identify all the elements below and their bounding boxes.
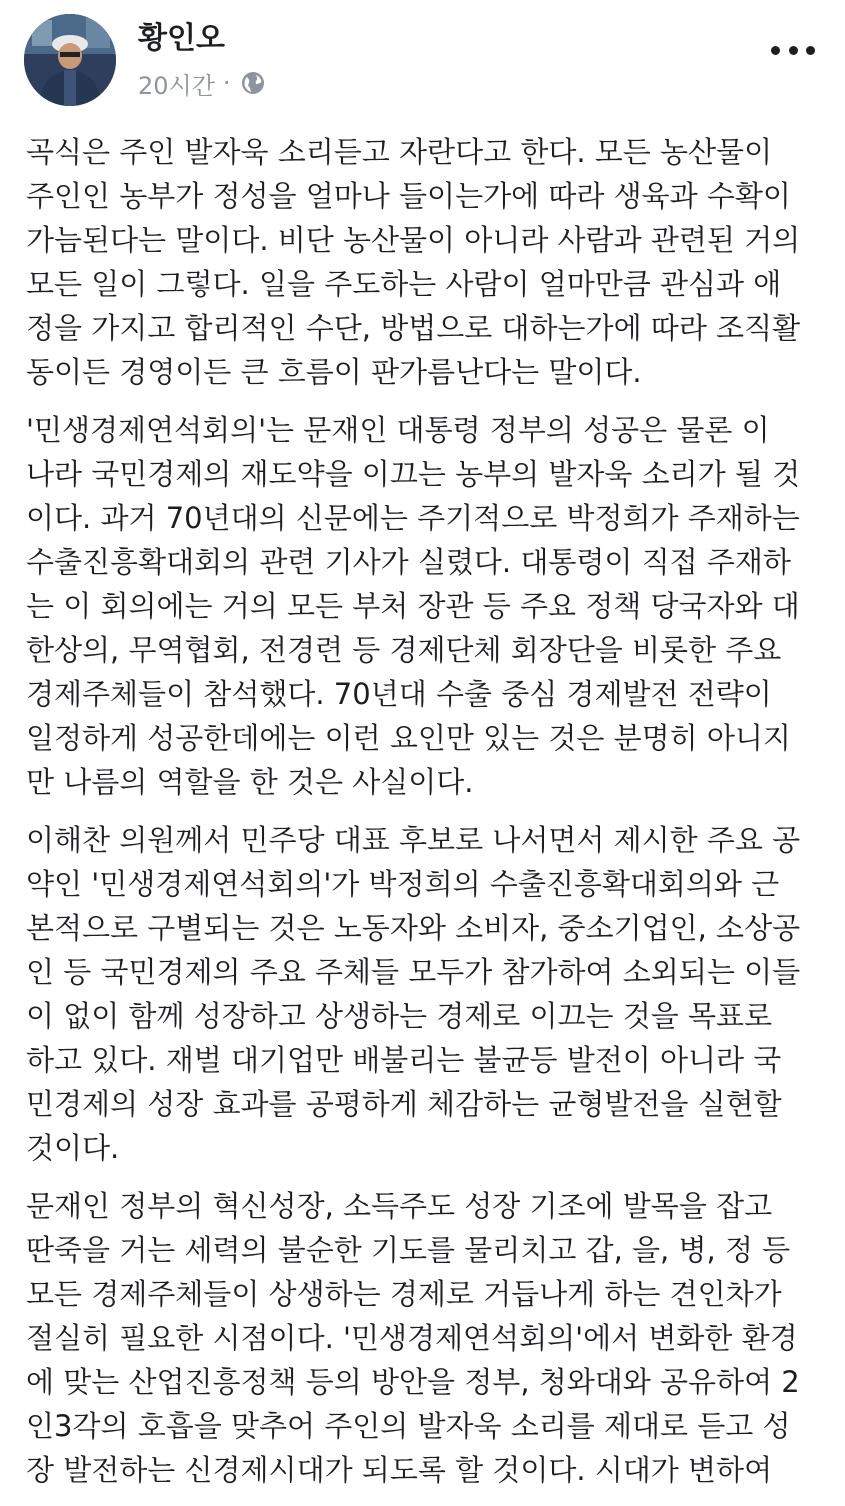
post-paragraph-1 [26, 130, 826, 394]
text-line: 모든 일이 그렇다. 일을 주도하는 사람이 얼마만큼 관심과 애 [26, 267, 782, 301]
text-line: 인 등 국민경제의 주요 주체들 모두가 참가하여 소외되는 이들 [26, 955, 801, 989]
more-options-icon-dot-3 [806, 46, 815, 55]
post-paragraph-3 [26, 818, 826, 1170]
text-line: 것이다. [26, 1131, 120, 1165]
meta-separator: · [222, 69, 231, 97]
text-line: 절실히 필요한 시점이다. '민생경제연석회의'에서 변화한 환경 [26, 1321, 798, 1355]
text-line: 이다. 과거 70년대의 신문에는 주기적으로 박정희가 주재하는 [26, 501, 800, 535]
text-line: 는 이 회의에는 거의 모든 부처 장관 등 주요 정책 당국자와 대 [26, 589, 800, 623]
text-line: 일정하게 성공한데에는 이런 요인만 있는 것은 분명히 아니지 [26, 721, 791, 755]
text-line: 정을 가지고 합리적인 수단, 방법으로 대하는가에 따라 조직활 [26, 311, 801, 345]
text-line: 가늠된다는 말이다. 비단 농산물이 아니라 사람과 관련된 거의 [26, 223, 801, 257]
text-line: 약인 '민생경제연석회의'가 박정희의 수출진흥확대회의와 근 [26, 867, 780, 901]
text-line: 주인인 농부가 정성을 얼마나 들이는가에 따라 생육과 수확이 [26, 179, 791, 213]
text-line: '민생경제연석회의'는 문재인 대통령 정부의 성공은 물론 이 [26, 413, 770, 447]
text-line: 나라 국민경제의 재도약을 이끄는 농부의 발자욱 소리가 될 것 [26, 457, 801, 491]
post-timestamp[interactable]: 20시간 [138, 71, 215, 100]
text-line: 하고 있다. 재벌 대기업만 배불리는 불균등 발전이 아니라 국 [26, 1043, 782, 1077]
post-body [26, 130, 826, 1506]
avatar-image [24, 14, 116, 106]
text-line: 동이든 경영이든 큰 흐름이 판가름난다는 말이다. [26, 355, 642, 389]
globe-icon [241, 71, 265, 95]
more-options-icon-dot-1 [771, 46, 780, 55]
text-line: 이해찬 의원께서 민주당 대표 후보로 나서면서 제시한 주요 공 [26, 823, 801, 857]
post-meta [138, 66, 265, 100]
text-line: 모든 경제주체들이 상생하는 경제로 거듭나게 하는 견인차가 [26, 1277, 782, 1311]
more-options-icon-dot-2 [789, 46, 798, 55]
post-paragraph-2 [26, 408, 826, 804]
text-line: 장 발전하는 신경제시대가 되도록 할 것이다. 시대가 변하여 [26, 1453, 773, 1487]
text-line: 본적으로 구별되는 것은 노동자와 소비자, 중소기업인, 소상공 [26, 911, 801, 945]
text-line: 이 없이 함께 성장하고 상생하는 경제로 이끄는 것을 목표로 [26, 999, 773, 1033]
post-header [0, 0, 845, 118]
text-line: 에 맞는 산업진흥정책 등의 방안을 정부, 청와대와 공유하여 2 [26, 1365, 800, 1399]
author-name[interactable]: 황인오 [138, 21, 225, 56]
text-line: 민경제의 성장 효과를 공평하게 체감하는 균형발전을 실현할 [26, 1087, 782, 1121]
text-line: 만 나름의 역할을 한 것은 사실이다. [26, 765, 474, 799]
avatar[interactable] [24, 14, 116, 106]
text-line: 곡식은 주인 발자욱 소리듣고 자란다고 한다. 모든 농산물이 [26, 135, 773, 169]
text-line: 경제주체들이 참석했다. 70년대 수출 중심 경제발전 전략이 [26, 677, 772, 711]
post-paragraph-4 [26, 1184, 826, 1492]
text-line: 인3각의 호흡을 맞추어 주인의 발자욱 소리를 제대로 듣고 성 [26, 1409, 791, 1443]
text-line: 한상의, 무역협회, 전경련 등 경제단체 회장단을 비롯한 주요 [26, 633, 782, 667]
more-options-button[interactable] [771, 36, 815, 64]
text-line: 딴죽을 거는 세력의 불순한 기도를 물리치고 갑, 을, 병, 정 등 [26, 1233, 791, 1267]
text-line: 문재인 정부의 혁신성장, 소득주도 성장 기조에 발목을 잡고 [26, 1189, 773, 1223]
text-line: 수출진흥확대회의 관련 기사가 실렸다. 대통령이 직접 주재하 [26, 545, 791, 579]
